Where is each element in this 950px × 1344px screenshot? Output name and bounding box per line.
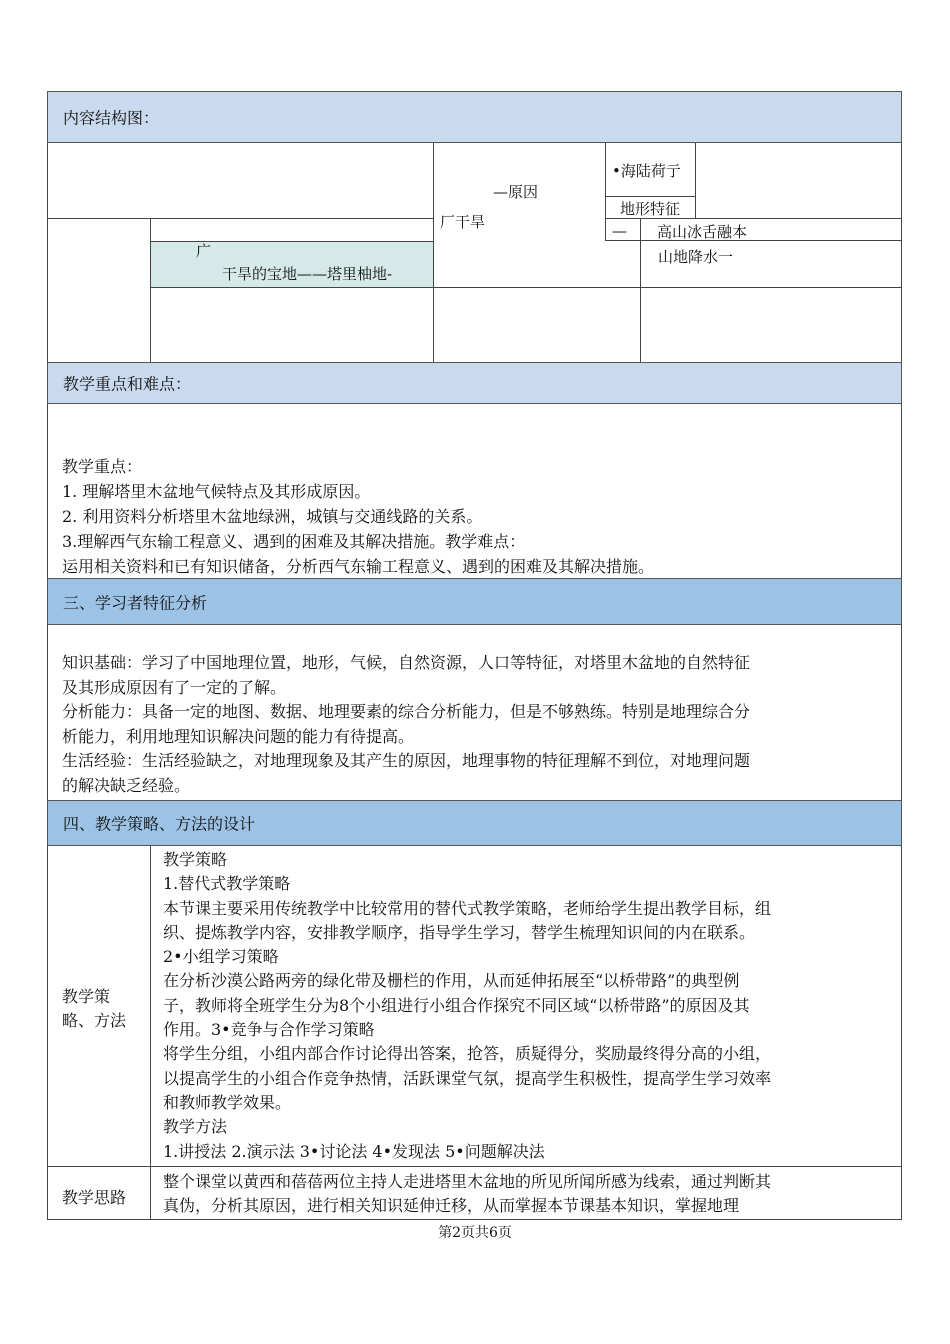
strategy-line: 教学策略 bbox=[163, 850, 228, 869]
key-points-header bbox=[47, 362, 902, 404]
page-footer: 第2页共6页 bbox=[438, 1225, 512, 1241]
key-points-line: 1. 理解塔里木盆地气候特点及其形成原因。 bbox=[62, 482, 371, 501]
thinking-label: 教学思路 bbox=[62, 1188, 127, 1207]
content-structure-title: 内容结构图： bbox=[63, 108, 160, 128]
strategy-line: 和教师教学效果。 bbox=[163, 1092, 292, 1112]
diagram-guang: 广 bbox=[196, 242, 212, 260]
strategy-line: 以提高学生的小组合作竞争热情，活跃课堂气氛，提高学生积极性，提高学生学习效率 bbox=[163, 1068, 772, 1088]
strategy-label-line: 教学策 bbox=[62, 987, 111, 1006]
key-points-body bbox=[62, 454, 892, 579]
learner-title: 三、学习者特征分析 bbox=[63, 593, 208, 612]
strategy-label-line: 略、方法 bbox=[62, 1011, 127, 1030]
strategy-line: 在分析沙漠公路两旁的绿化带及栅栏的作用，从而延伸拓展至“以桥带路”的典型例 bbox=[163, 971, 740, 991]
key-points-line: 运用相关资料和已有知识储备，分析西气东输工程意义、遇到的困难及其解决措施。 bbox=[62, 557, 655, 576]
diagram-dash: — bbox=[612, 222, 627, 240]
diagram-dixing: 地形特征 bbox=[620, 200, 681, 218]
thinking-line: 整个课堂以黄西和蓓蓓两位主持人走进塔里木盆地的所见所闻所感为线索，通过判断其 bbox=[163, 1172, 772, 1191]
key-points-line: 3.理解西气东输工程意义、遇到的困难及其解决措施。教学难点： bbox=[62, 532, 526, 551]
strategy-line: 作用。3•竞争与合作学习策略 bbox=[163, 1020, 375, 1040]
diagram-treasure: 干旱的宝地——塔里柚地- bbox=[222, 265, 393, 283]
strategy-title: 四、教学策略、方法的设计 bbox=[63, 814, 256, 834]
strategy-header bbox=[47, 800, 902, 846]
strategy-line: 教学方法 bbox=[163, 1117, 228, 1137]
strategy-label bbox=[62, 985, 126, 1033]
learner-line: 的解决缺乏经验。 bbox=[62, 775, 191, 795]
strategy-line: 1.替代式教学策略 bbox=[163, 874, 291, 894]
learner-body bbox=[62, 651, 892, 798]
strategy-line: 1.讲授法 2.演示法 3•讨论法 4•发现法 5•问题解决法 bbox=[163, 1141, 545, 1161]
learner-line: 分析能力：具备一定的地图、数据、地理要素的综合分析能力，但是不够熟练。特别是地理综合分 bbox=[62, 702, 751, 721]
strategy-body bbox=[163, 848, 898, 1164]
strategy-line: 本节课主要采用传统教学中比较常用的替代式教学策略，老师给学生提出教学目标，组 bbox=[163, 898, 772, 918]
diagram-hailu: •海陆荷亍 bbox=[612, 162, 681, 180]
key-points-title: 教学重点和难点： bbox=[63, 374, 192, 394]
learner-header bbox=[47, 578, 902, 625]
strategy-line: 将学生分组，小组内部合作讨论得出答案，抢答，质疑得分，奖励最终得分高的小组， bbox=[163, 1044, 772, 1064]
learner-line: 析能力，利用地理知识解决问题的能力有待提高。 bbox=[62, 726, 415, 746]
strategy-line: 子，教师将全班学生分为8个小组进行小组合作探究不同区域“以桥带路”的原因及其 bbox=[163, 995, 750, 1015]
diagram-ganhan: 厂干旱 bbox=[440, 213, 486, 231]
diagram-shandi: 山地降水一 bbox=[658, 248, 734, 266]
strategy-line: 织、提炼教学内容，安排教学顺序，指导学生学习，替学生梳理知识间的内在联系。 bbox=[163, 922, 756, 942]
diagram-gaoshan: 高山冰舌融本 bbox=[657, 223, 748, 241]
key-points-line: 教学重点： bbox=[62, 457, 143, 476]
learner-line: 知识基础：学习了中国地理位置，地形，气候，自然资源，人口等特征，对塔里木盆地的自然特征 bbox=[62, 653, 751, 672]
content-structure-header bbox=[47, 91, 902, 143]
key-points-line: 2. 利用资料分析塔里木盆地绿洲，城镇与交通线路的关系。 bbox=[62, 507, 483, 526]
learner-line: 生活经验：生活经验缺之，对地理现象及其产生的原因，地理事物的特征理解不到位，对地理问题 bbox=[62, 751, 751, 770]
thinking-body bbox=[163, 1170, 898, 1219]
learner-line: 及其形成原因有了一定的了解。 bbox=[62, 677, 287, 697]
diagram-reason: —原因 bbox=[493, 183, 539, 201]
strategy-line: 2•小组学习策略 bbox=[163, 947, 279, 967]
thinking-line: 真伪，分析其原因，进行相关知识延伸迁移，从而掌握本节课基本知识，掌握地理 bbox=[163, 1196, 740, 1216]
